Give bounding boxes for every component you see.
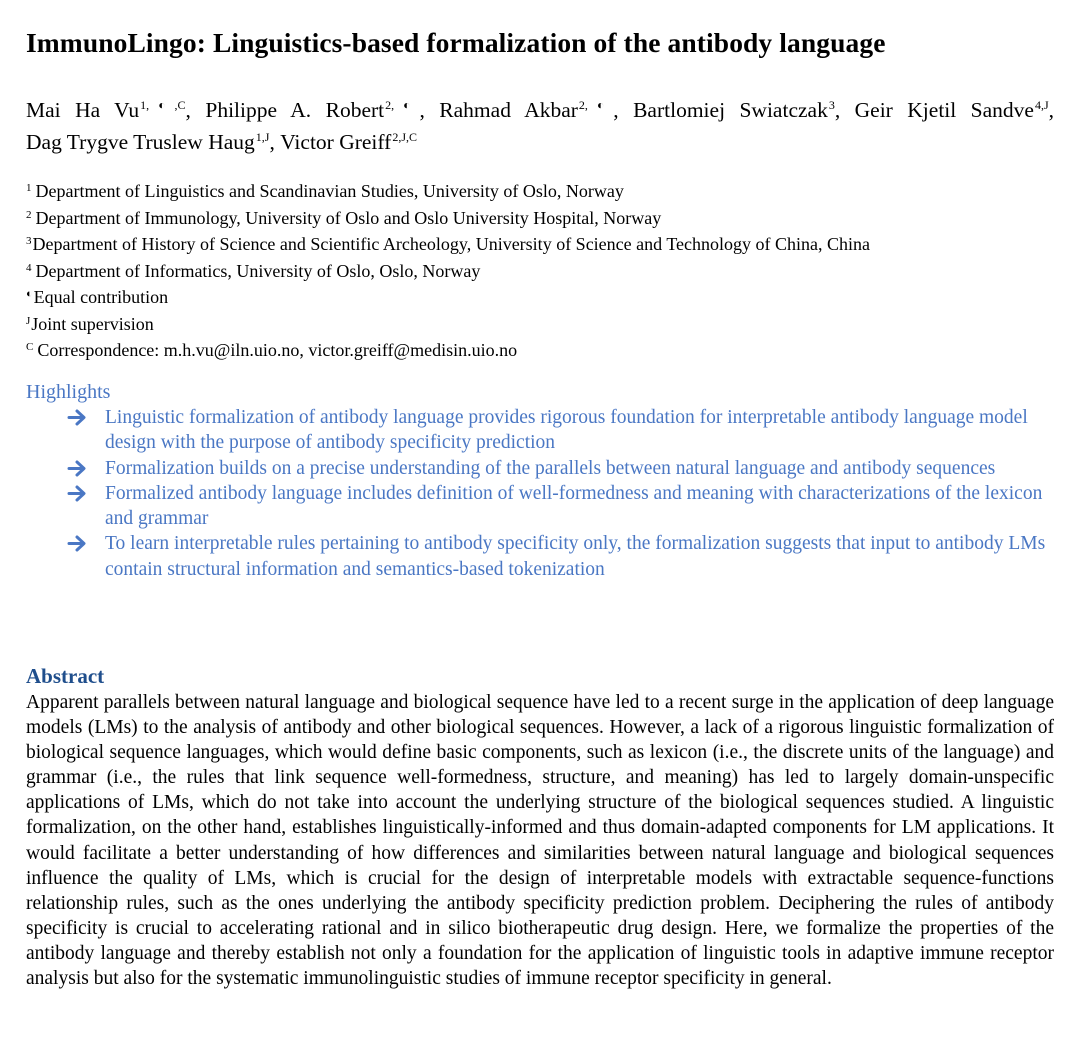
affiliation-item (26, 286, 870, 313)
highlight-text: Formalized antibody language includes definition of well-formedness and meaning with characterizations of the lexicon and grammar (105, 482, 1043, 530)
author-separator: , (185, 98, 206, 122)
abstract-section (26, 662, 1054, 991)
author-entry (26, 98, 205, 122)
author-name: Victor Greiff (280, 130, 392, 154)
author-affiliation-marks: 1,◐,C (140, 98, 186, 112)
highlights-section (26, 379, 1054, 582)
affiliation-list (26, 180, 870, 366)
author-separator: , (419, 98, 440, 122)
author-entry (280, 130, 417, 154)
highlights-list (26, 405, 1054, 582)
affiliation-item (26, 233, 870, 260)
affiliation-mark: 1 (26, 182, 32, 194)
affiliation-mark: J (26, 314, 31, 327)
affiliation-mark: 2 (26, 208, 32, 221)
author-affiliation-marks: 3 (828, 98, 835, 112)
author-entry (633, 98, 855, 122)
author-separator: , (834, 98, 855, 122)
author-name: Bartlomiej Swiatczak (633, 98, 828, 122)
affiliation-mark: 3 (26, 235, 32, 247)
arrow-right-icon (66, 481, 90, 506)
affiliation-text: Joint supervision (31, 313, 154, 334)
affiliation-mark: 4 (26, 261, 32, 274)
author-list (26, 96, 1054, 160)
author-affiliation-marks: 2,J,C (392, 130, 418, 144)
affiliation-text: Department of Informatics, University of Oslo, Oslo, Norway (35, 260, 481, 281)
highlights-heading: Highlights (26, 381, 111, 403)
affiliation-mark: C (26, 341, 34, 353)
author-name: Mai Ha Vu (26, 98, 140, 122)
affiliation-text: Correspondence: m.h.vu@iln.uio.no, victor.greiff@medisin.uio.no (37, 340, 518, 360)
affiliation-item (26, 180, 870, 207)
author-name: Dag Trygve Truslew Haug (26, 130, 255, 154)
author-separator: , (269, 130, 281, 154)
highlight-item (26, 405, 1054, 456)
author-affiliation-marks: 4,J (1034, 98, 1049, 112)
author-affiliation-marks: 1,J (255, 130, 270, 144)
highlight-item (26, 531, 1054, 582)
author-affiliation-marks: 2,◐ (385, 98, 420, 112)
affiliation-item (26, 260, 870, 287)
paper-title: ImmunoLingo: Linguistics-based formalization of the antibody language (26, 27, 886, 58)
highlight-text: Formalization builds on a precise understanding of the parallels between natural language and antibody sequences (105, 457, 996, 479)
author-separator: , (1048, 98, 1055, 122)
affiliation-mark: ◐ (26, 288, 33, 300)
author-name: Rahmad Akbar (439, 98, 578, 122)
affiliation-item (26, 339, 870, 366)
affiliation-text: Department of Immunology, University of Oslo and Oslo University Hospital, Norway (35, 207, 662, 228)
affiliation-text: Equal contribution (33, 287, 169, 307)
author-separator: , (613, 98, 634, 122)
highlight-text: Linguistic formalization of antibody language provides rigorous foundation for interpretable antibody language model design with the purpose of antibody specificity prediction (105, 407, 1028, 454)
affiliation-item (26, 207, 870, 234)
arrow-right-icon (66, 405, 90, 430)
author-name: Geir Kjetil Sandve (854, 98, 1034, 122)
highlight-item (26, 481, 1054, 532)
author-name: Philippe A. Robert (205, 98, 385, 122)
affiliation-item (26, 313, 870, 340)
arrow-right-icon (66, 456, 90, 481)
abstract-body: Apparent parallels between natural language and biological sequence have led to a recent surge in the application of deep language models (LMs) to the analysis of antibody and other biological sequences. However, a lack of a rigorous linguistic formalization of biological sequence languages, which would define basic components, such as lexicon (i.e., the discrete units of the language) and grammar (i.e., the rules that link sequence well-formedness, structure, and meaning) has led to largely domain-unspecific applications of LMs, which do not take into account the underlying structure of the biological sequences studied. A linguistic formalization, on the other hand, establishes linguistically-informed and thus domain-adapted components for LM applications. It would facilitate a better understanding of how differences and similarities between natural language and biological sequences influence the quality of LMs, which is crucial for the design of interpretable models with extractable sequence-functions relationship rules, such as the ones underlying the antibody specificity prediction problem. Deciphering the rules of antibody specificity is crucial to accelerating rational and in silico biotherapeutic drug design. Here, we formalize the properties of the antibody language and thereby establish not only a foundation for the application of linguistic tools in adaptive immune receptor analysis but also for the systematic immunolinguistic studies of immune receptor specificity in general. (26, 692, 1054, 990)
author-entry (855, 98, 1054, 122)
arrow-right-icon (66, 531, 90, 556)
highlight-item (26, 456, 1054, 481)
author-entry (439, 98, 633, 122)
author-entry (205, 98, 439, 122)
affiliation-text: Department of History of Science and Scientific Archeology, University of Science and Technology of China, China (32, 234, 871, 254)
affiliation-text: Department of Linguistics and Scandinavian Studies, University of Oslo, Norway (35, 181, 624, 201)
author-entry (26, 130, 280, 154)
abstract-heading: Abstract (26, 664, 105, 688)
author-affiliation-marks: 2,◐ (578, 98, 614, 112)
highlight-text: To learn interpretable rules pertaining to antibody specificity only, the formalization suggests that input to antibody LMs contain structural information and semantics-based tokenization (105, 533, 1046, 580)
